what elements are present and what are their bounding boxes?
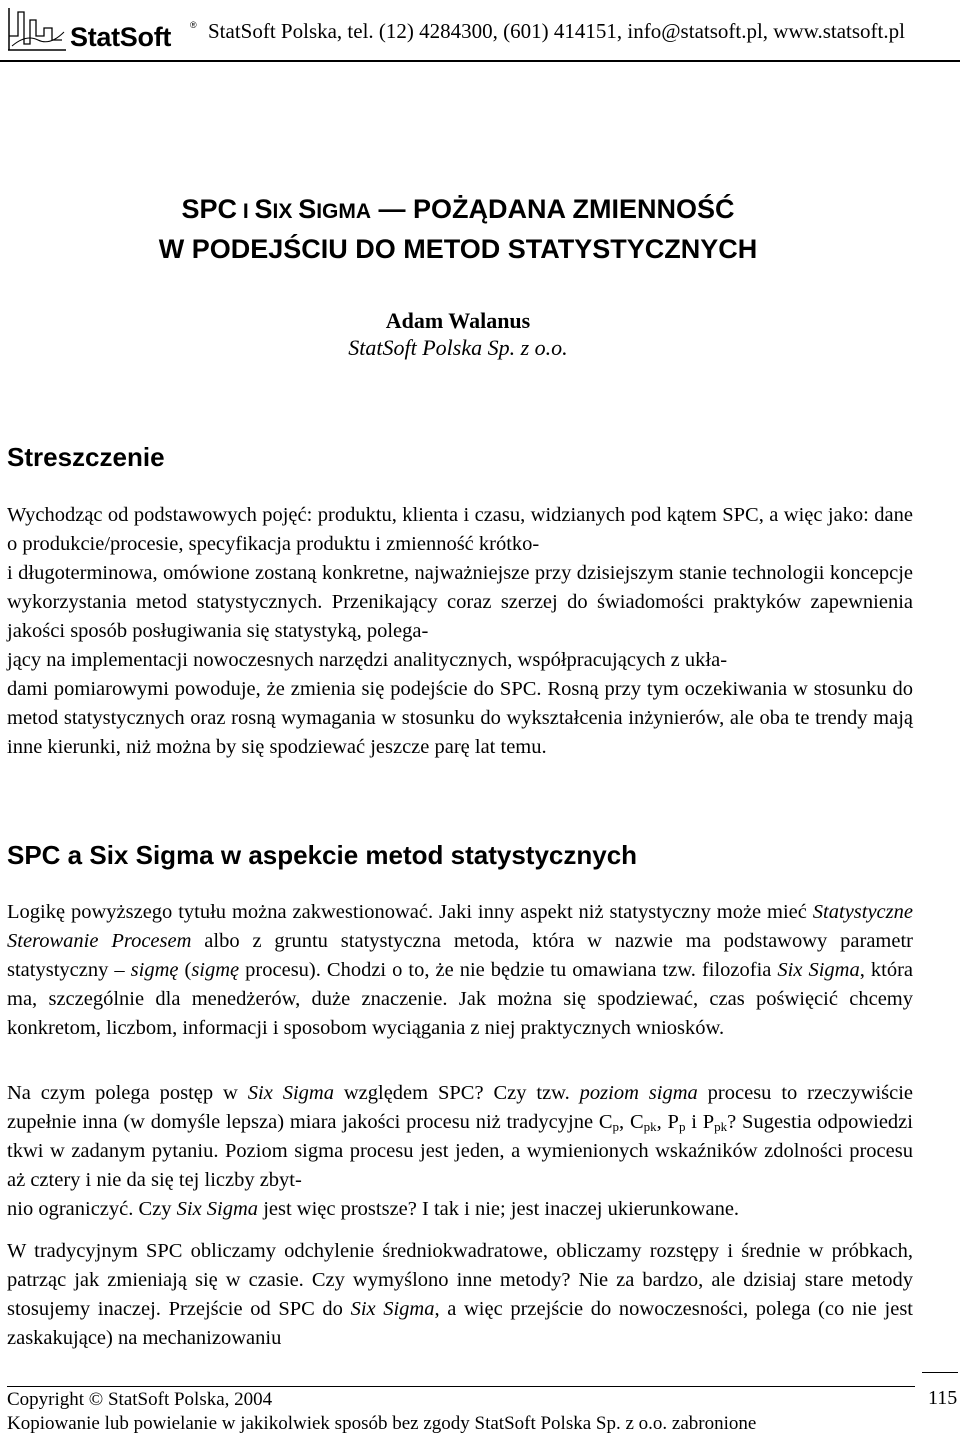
italic-term: Statystyczne Sterowanie Procesem xyxy=(7,901,913,952)
abstract-paragraph xyxy=(7,501,913,762)
statsoft-logo xyxy=(6,6,196,52)
text-run: dami pomiarowymi powoduje, że zmienia się podejście do SPC. Rosną przy tym oczekiwania w stosunku do metod statystycznych oraz rosną wymagania w stosunku do wykształcenia inżynierów, ale oba te trendy mają inne kierunki, niż można by się spodziewać jeszcze parę lat temu. xyxy=(7,678,913,758)
text-run: , a więc przejście do nowoczesności, polega (co nie jest zaskakujące) na mechanizowaniu xyxy=(7,1298,913,1349)
text-run: procesu to rzeczywiście zupełnie inna (w domyśle lepsza) miara jakości procesu niż tradycyjne C xyxy=(7,1082,914,1133)
italic-term: Six Sigma xyxy=(247,1082,334,1104)
text-run: albo z gruntu statystyczna metoda, która w nazwie ma podstawowy parametr statystyczny – xyxy=(7,930,913,981)
page-number: 115 xyxy=(928,1387,958,1409)
text-run: , P xyxy=(656,1111,679,1133)
text-run: Wychodząc od podstawowych pojęć: produktu, klienta i czasu, widzianych pod kątem SPC, a więc jako: dane o produkcie/procesie, specyfikacja produktu i zmienność krótko- xyxy=(7,504,913,555)
title-part: S xyxy=(298,194,317,224)
author-name: Adam Walanus xyxy=(385,308,531,333)
body-paragraph-2 xyxy=(7,1079,913,1224)
title-part: S xyxy=(254,194,273,224)
text-run: procesu). Chodzi o to, że nie będzie tu omawiana tzw. filozofia xyxy=(239,959,778,981)
text-run: względem SPC? Czy tzw. xyxy=(333,1082,580,1104)
text-run: jący na implementacji nowoczesnych narzędzi analitycznych, współpracujących z ukła- xyxy=(7,649,728,671)
text-run: jest więc prostsze? I tak i nie; jest inaczej ukierunkowane. xyxy=(258,1198,740,1220)
logo-wordmark: StatSoft xyxy=(70,22,172,52)
title-part: — POŻĄDANA ZMIENNOŚĆ xyxy=(371,194,735,224)
italic-term: sigmę xyxy=(130,959,179,981)
text-run: , która ma, szczególnie dla menedżerów, duże znaczenie. Jak można się spodziewać, czas poświęcić chcemy konkretom, liczbom, informacji i sposobom wyciągania z niej praktycznych wniosków. xyxy=(7,959,914,1039)
italic-term: Six Sigma xyxy=(176,1198,259,1220)
text-run: i długoterminowa, omówione zostaną konkretne, najważniejsze przy dzisiejszym stanie technologii koncepcje wykorzystania metod statystycznych. Przenikający coraz szerzej do świadomości praktyków zapewnienia jakości sposób posługiwania się statystyką, polega- xyxy=(7,562,913,642)
footer-copyright: Copyright © StatSoft Polska, 2004 xyxy=(7,1389,273,1410)
title-part: IX xyxy=(272,200,299,223)
text-run: nio ograniczyć. Czy xyxy=(7,1198,177,1220)
header-contact: StatSoft Polska, tel. (12) 4284300, (601) 414151, info@statsoft.pl, www.statsoft.pl xyxy=(208,19,905,43)
header-divider xyxy=(0,60,960,62)
page-header xyxy=(0,0,960,64)
title-part: IGMA xyxy=(316,200,372,223)
text-run: Logikę powyższego tytułu można zakwestionować. Jaki inny aspekt niż statystyczny może mieć xyxy=(7,901,813,923)
author-affiliation: StatSoft Polska Sp. z o.o. xyxy=(348,335,568,360)
section-heading: SPC a Six Sigma w aspekcie metod statystycznych xyxy=(7,840,638,870)
subscript: p xyxy=(612,1119,620,1134)
italic-term: Six Sigma xyxy=(777,959,860,981)
text-run: W tradycyjnym SPC obliczamy odchylenie średniokwadratowe, obliczamy rozstępy i średnie w próbkach, patrząc jak zmieniają się w czasie. Czy wymyślono inne metody? Nie za bardzo, ale dzisiaj stare metody stosujemy inaczej. Przejście od SPC do xyxy=(7,1240,913,1320)
abstract-heading: Streszczenie xyxy=(7,442,165,472)
page-number-divider xyxy=(922,1372,958,1373)
italic-term: Six Sigma xyxy=(350,1298,435,1320)
text-run: ? Sugestia odpowiedzi tkwi w zadanym pytaniu. Poziom sigma procesu jest jeden, a wymienionych wskaźników zdolności procesu aż cztery i nie da się tej liczby zbyt- xyxy=(7,1111,913,1191)
title-part: SPC xyxy=(181,194,237,224)
logo-graph-icon xyxy=(6,6,68,52)
text-run: , C xyxy=(619,1111,644,1133)
registered-mark: ® xyxy=(190,20,197,30)
subscript: pk xyxy=(714,1119,728,1134)
text-run: i P xyxy=(685,1111,715,1133)
title-line-1 xyxy=(0,196,916,223)
body-paragraph-1 xyxy=(7,898,913,1043)
footer-notice: Kopiowanie lub powielanie w jakikolwiek sposób bez zgody StatSoft Polska Sp. z o.o. zabronione xyxy=(7,1413,757,1434)
italic-term: poziom sigma xyxy=(579,1082,698,1104)
text-run: ( xyxy=(178,959,192,981)
title-line-2: W PODEJŚCIU DO METOD STATYSTYCZNYCH xyxy=(158,234,758,264)
footer-divider xyxy=(7,1386,915,1387)
title-part: I xyxy=(236,200,255,223)
text-run: Na czym polega postęp w xyxy=(7,1082,248,1104)
subscript: p xyxy=(678,1119,686,1134)
italic-term: sigmę xyxy=(191,959,240,981)
body-paragraph-3 xyxy=(7,1237,913,1353)
subscript: pk xyxy=(643,1119,657,1134)
